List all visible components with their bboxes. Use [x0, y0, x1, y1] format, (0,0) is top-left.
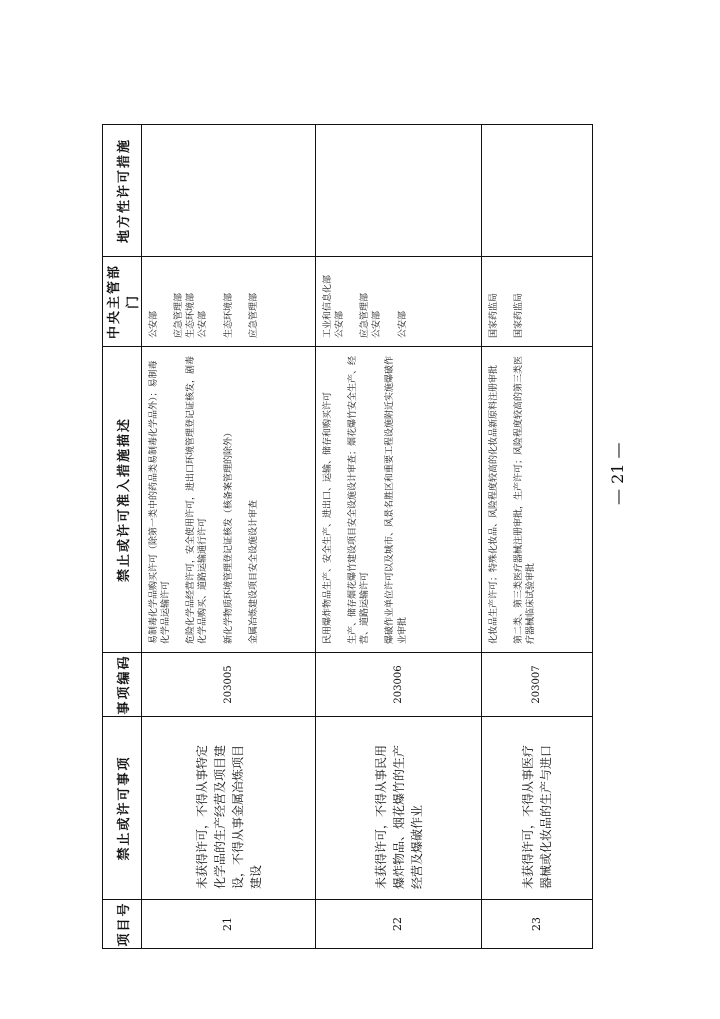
dept-line: 应急管理部 生态环境部 公安部 [174, 292, 209, 338]
desc-line: 爆破作业单位许可以及城市、风景名胜区和重要工程设施附近实施爆破作业审批 [385, 355, 408, 644]
desc-line: 危险化学品经营许可，安全使用许可，进出口环境管理登记证核发，剧毒化学品购买、道路运输通行许可 [186, 355, 209, 644]
row-no: 21 [142, 900, 316, 949]
row-desc [142, 347, 316, 653]
dept-line: 国家药监局 [514, 292, 525, 338]
dept-line: 应急管理部 公安部 [360, 292, 383, 338]
permit-table [102, 124, 593, 949]
header-central-dept: 中央主管部门 [103, 257, 142, 347]
page-number: — 21 — [608, 442, 627, 505]
table-row [142, 125, 316, 949]
table-header-row [103, 125, 142, 949]
header-item: 禁止或许可事项 [103, 717, 142, 900]
table-row [316, 125, 482, 949]
row-dept [142, 257, 316, 347]
row-local [482, 125, 593, 257]
header-item-no: 项目号 [103, 900, 142, 949]
rotated-page [102, 125, 587, 949]
row-no: 22 [316, 900, 482, 949]
dept-line: 应急管理部 [248, 292, 259, 338]
dept-line: 公安部 [149, 310, 159, 338]
dept-line: 公安部 [397, 310, 408, 338]
dept-line: 工业和信息化部 公安部 [323, 274, 346, 338]
row-local [316, 125, 482, 257]
row-code: 203005 [142, 653, 316, 717]
row-local [142, 125, 316, 257]
desc-line: 化妆品生产许可；特殊化妆品、风险程度较高的化妆品新原料注册审批 [489, 364, 499, 644]
desc-line: 易制毒化学品购买许可（除第一类中的药品类易制毒化学品外）；易制毒化学品运输许可 [149, 360, 172, 644]
dept-line: 生态环境部 [223, 292, 234, 338]
header-code: 事项编码 [103, 653, 142, 717]
row-item: 未获得许可，不得从事民用爆炸物品、烟花爆竹的生产经营及爆破作业 [316, 717, 482, 900]
row-code: 203006 [316, 653, 482, 717]
row-desc [316, 347, 482, 653]
row-code: 203007 [482, 653, 593, 717]
row-desc [482, 347, 593, 653]
header-measures: 禁止或许可准入措施描述 [103, 347, 142, 653]
desc-line: 民用爆炸物品生产、安全生产、进出口、运输、储存和购买许可 [323, 391, 333, 644]
dept-line: 国家药监局 [489, 292, 499, 338]
desc-line: 金属冶炼建设项目安全设施设计审查 [248, 499, 259, 644]
header-local-measures: 地方性许可措施 [103, 125, 142, 257]
row-no: 23 [482, 900, 593, 949]
row-dept [482, 257, 593, 347]
table-row [482, 125, 593, 949]
row-dept [316, 257, 482, 347]
desc-line: 第二类、第三类医疗器械注册审批，生产许可；风险程度较高的第三类医疗器械临床试验审批 [514, 355, 537, 644]
desc-line: 新化学物质环境管理登记证核发（核备案管理的除外） [223, 427, 234, 644]
row-item: 未获得许可，不得从事特定化学品的生产经营及项目建设，不得从事金属冶炼项目建设 [142, 717, 316, 900]
row-item: 未获得许可，不得从事医疗器械或化妆品的生产与进口 [482, 717, 593, 900]
desc-line: 生产、储存烟花爆竹建设项目安全设施设计审查；烟花爆竹安全生产、经营、道路运输许可 [348, 355, 371, 644]
